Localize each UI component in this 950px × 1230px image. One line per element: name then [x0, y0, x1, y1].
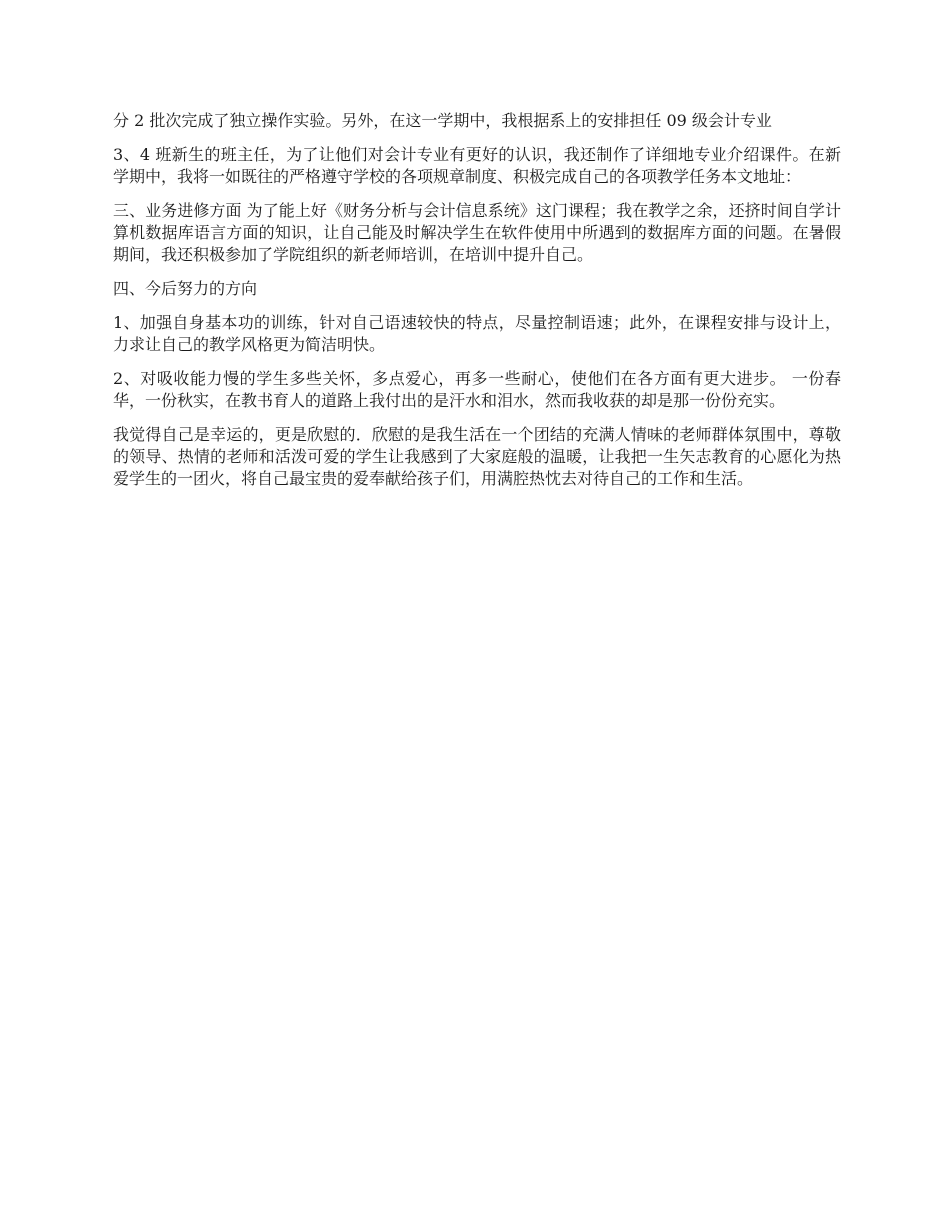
paragraph-professional-study: 三、业务进修方面 为了能上好《财务分析与会计信息系统》这门课程；我在教学之余，还挤时间自学计算机数据库语言方面的知识，让自己能及时解决学生在软件使用中所遇到的数据库方面的问题。在暑假期间，我还积极参加了学院组织的新老师培训，在培训中提升自己。	[113, 201, 841, 264]
paragraph-item-1: 1、加强自身基本功的训练，针对自己语速较快的特点，尽量控制语速；此外，在课程安排与设计上，力求让自己的教学风格更为简洁明快。	[113, 313, 841, 354]
paragraph-continuation: 分 2 批次完成了独立操作实验。另外，在这一学期中，我根据系上的安排担任 09 级会计专业	[113, 111, 772, 130]
paragraph-class-teacher: 3、4 班新生的班主任，为了让他们对会计专业有更好的认识，我还制作了详细地专业介绍课件。在新学期中，我将一如既往的严格遵守学校的各项规章制度、积极完成自己的各项教学任务本文地址：	[113, 145, 841, 186]
section-heading-future-direction: 四、今后努力的方向	[113, 279, 258, 298]
paragraph-item-2: 2、对吸收能力慢的学生多些关怀，多点爱心，再多一些耐心，使他们在各方面有更大进步。 一份春华，一份秋实，在教书育人的道路上我付出的是汗水和泪水，然而我收获的却是那一份份充实。	[113, 369, 841, 410]
paragraph-conclusion: 我觉得自己是幸运的，更是欣慰的．欣慰的是我生活在一个团结的充满人情味的老师群体氛围中，尊敬的领导、热情的老师和活泼可爱的学生让我感到了大家庭般的温暖，让我把一生矢志教育的心愿化为热爱学生的一团火，将自己最宝贵的爱奉献给孩子们，用满腔热忱去对待自己的工作和生活。	[113, 425, 841, 488]
document-body	[113, 110, 841, 502]
